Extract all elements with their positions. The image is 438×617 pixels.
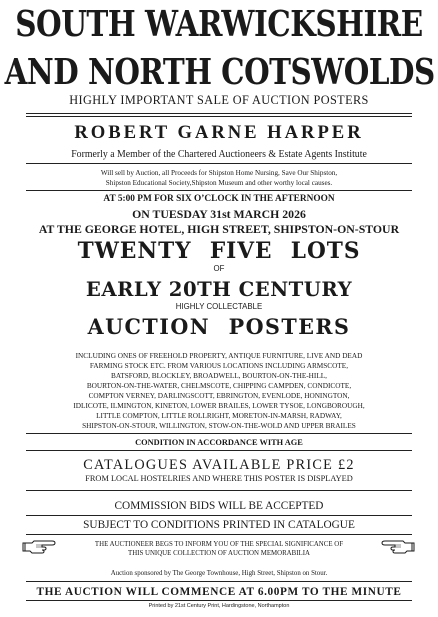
divider	[26, 163, 412, 164]
event-venue: AT THE GEORGE HOTEL, HIGH STREET, SHIPSTON-ON-STOUR	[38, 222, 400, 236]
lots-item: AUCTION POSTERS	[87, 314, 351, 339]
divider	[26, 433, 412, 434]
locations-line: COMPTON VERNEY, DARLINGSCOTT, EBRINGTON, EVENLODE, HONINGTON,	[88, 391, 350, 400]
divider	[26, 450, 412, 451]
notice-line-1: THE AUCTIONEER BEGS TO INFORM YOU OF THE SPECIAL SIGNIFICANCE OF	[94, 540, 344, 548]
divider	[26, 113, 412, 114]
divider	[26, 534, 412, 535]
divider	[26, 581, 412, 582]
lot-count: TWENTY FIVE LOTS	[77, 238, 361, 264]
locations-line: SHIPSTON-ON-STOUR, WILLINGTON, STOW-ON-THE-WOLD AND UPPER BRAILES	[82, 421, 356, 430]
locations-line: LITTLE COMPTON, LITTLE ROLLRIGHT, MORETON-IN-MARSH, RADWAY,	[96, 411, 342, 420]
lots-of-label: OF	[213, 264, 225, 273]
pointing-hand-left-icon	[381, 538, 415, 558]
locations-line: INCLUDING ONES OF FREEHOLD PROPERTY, ANTIQUE FURNITURE, LIVE AND DEAD	[75, 351, 363, 360]
condition-note: CONDITION IN ACCORDANCE WITH AGE	[135, 437, 303, 447]
printer-credit: Printed by 21st Century Print, Hardingstone, Northampton	[148, 603, 290, 609]
proceeds-line-1: Will sell by Auction, all Proceeds for Shipston Home Nursing, Save Our Shipston,	[100, 168, 338, 177]
locations-line: FARMING STOCK ETC. FROM VARIOUS LOCATIONS INCLUDING ARMSCOTE,	[89, 361, 349, 370]
catalogues-availability: FROM LOCAL HOSTELRIES AND WHERE THIS POSTER IS DISPLAYED	[85, 473, 353, 483]
commence-time: THE AUCTION WILL COMMENCE AT 6.00PM TO THE MINUTE	[36, 586, 402, 598]
locations-line: BOURTON-ON-THE-WATER, CHELMSCOTE, CHIPPING CAMPDEN, CONDICOTE,	[86, 381, 352, 390]
divider	[26, 515, 412, 516]
event-date: ON TUESDAY 31st MARCH 2026	[132, 207, 306, 221]
lots-quality: HIGHLY COLLECTABLE	[175, 302, 263, 311]
divider	[26, 190, 412, 191]
sponsor-note: Auction sponsored by The George Townhouse, High Street, Shipston on Stour.	[110, 569, 328, 577]
title-line-2: AND NORTH COTSWOLDS	[4, 52, 435, 94]
auctioneer-name: ROBERT GARNE HARPER	[74, 122, 364, 143]
event-time: AT 5:00 PM FOR SIX O’CLOCK IN THE AFTERNOON	[103, 194, 335, 204]
notice-line-2: THIS UNIQUE COLLECTION OF AUCTION MEMORABILIA	[128, 549, 310, 557]
proceeds-line-2: Shipston Educational Society,Shipston Museum and other worthy local causes.	[105, 178, 333, 187]
catalogues-headline: CATALOGUES AVAILABLE PRICE £2	[83, 457, 355, 473]
divider	[26, 490, 412, 491]
divider	[26, 600, 412, 601]
auctioneer-credentials: Formerly a Member of the Chartered Auctioneers & Estate Agents Institute	[71, 149, 367, 160]
poster-subtitle: HIGHLY IMPORTANT SALE OF AUCTION POSTERS	[69, 93, 369, 107]
locations-line: IDLICOTE, ILMINGTON, KINETON, LOWER BRAILES, LOWER TYSOE, LONGBOROUGH,	[73, 401, 365, 410]
commission-bids: COMMISSION BIDS WILL BE ACCEPTED	[114, 500, 324, 512]
conditions-note: SUBJECT TO CONDITIONS PRINTED IN CATALOGUE	[83, 519, 355, 531]
lots-era: EARLY 20TH CENTURY	[85, 277, 353, 301]
title-line-1: SOUTH WARWICKSHIRE	[15, 4, 423, 46]
divider	[26, 116, 412, 117]
locations-line: BATSFORD, BLOCKLEY, BROADWELL, BOURTON-ON-THE-HILL,	[110, 371, 328, 380]
